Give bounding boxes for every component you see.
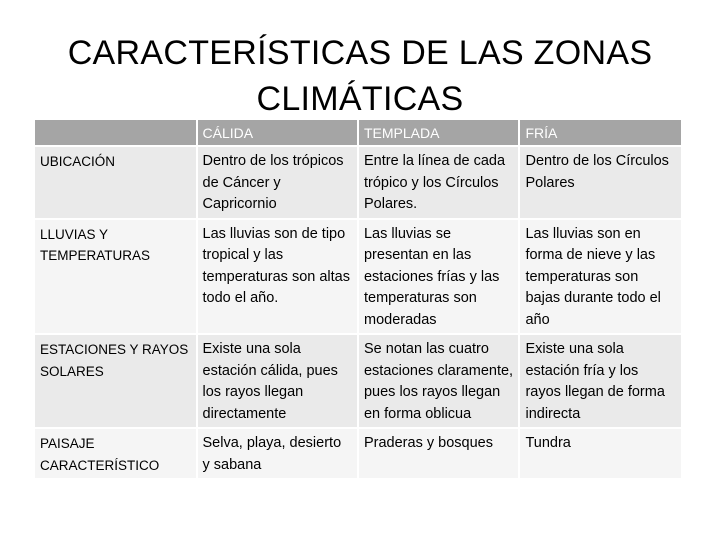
row-label: ESTACIONES Y RAYOS SOLARES: [35, 335, 196, 427]
cell-calida: Las lluvias son de tipo tropical y las temperaturas son altas todo el año.: [198, 220, 357, 334]
cell-calida: Existe una sola estación cálida, pues los rayos llegan directamente: [198, 335, 357, 427]
climate-zones-table: [33, 118, 683, 480]
cell-fria: Dentro de los Círculos Polares: [520, 147, 681, 218]
cell-calida: Dentro de los trópicos de Cáncer y Capricornio: [198, 147, 357, 218]
table-body: [35, 147, 681, 478]
cell-templada: Se notan las cuatro estaciones claramente, pues los rayos llegan en forma oblicua: [359, 335, 518, 427]
header-calida: CÁLIDA: [198, 120, 357, 145]
slide-title-line-1: CARACTERÍSTICAS DE LAS ZONAS: [67, 34, 653, 72]
header-corner-cell: [35, 120, 196, 145]
cell-fria: Existe una sola estación fría y los rayos llegan de forma indirecta: [520, 335, 681, 427]
table-header-row: [35, 120, 681, 145]
cell-templada: Entre la línea de cada trópico y los Círculos Polares.: [359, 147, 518, 218]
table-row-lluvias: [35, 220, 681, 334]
row-label: UBICACIÓN: [35, 147, 196, 218]
cell-templada: Las lluvias se presentan en las estaciones frías y las temperaturas son moderadas: [359, 220, 518, 334]
cell-calida: Selva, playa, desierto y sabana: [198, 429, 357, 478]
row-label: LLUVIAS Y TEMPERATURAS: [35, 220, 196, 334]
header-templada: TEMPLADA: [359, 120, 518, 145]
table-row-estaciones: [35, 335, 681, 427]
table-row-paisaje: [35, 429, 681, 478]
cell-fria: Tundra: [520, 429, 681, 478]
cell-templada: Praderas y bosques: [359, 429, 518, 478]
table-row-ubicacion: [35, 147, 681, 218]
slide-title-line-2: CLIMÁTICAS: [256, 80, 464, 118]
cell-fria: Las lluvias son en forma de nieve y las temperaturas son bajas durante todo el año: [520, 220, 681, 334]
slide-title: [60, 30, 660, 122]
table-header: [35, 120, 681, 145]
header-fria: FRÍA: [520, 120, 681, 145]
row-label: PAISAJE CARACTERÍSTICO: [35, 429, 196, 478]
